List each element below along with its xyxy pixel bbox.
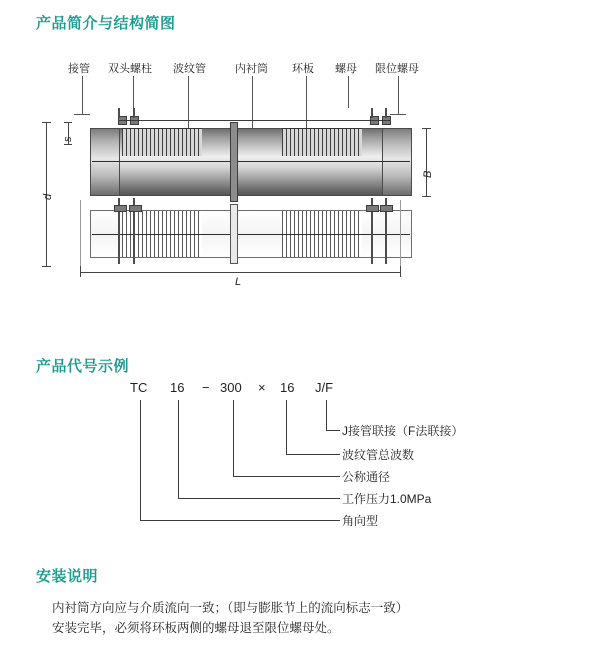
- leader-line-limit-nut: [398, 76, 399, 114]
- leader-tick-limit-nut: [390, 114, 406, 115]
- dim-tick-l-left: [80, 266, 81, 277]
- dim-tick-s-bottom: [64, 144, 72, 145]
- nut-lower-right-2: [380, 205, 393, 212]
- dim-tick-d-top: [42, 122, 51, 123]
- dim-line-b: [426, 128, 427, 196]
- code-token-connection: J/F: [315, 380, 334, 395]
- stud-upper-right-2: [385, 108, 387, 118]
- install-note-line-1: 内衬筒方向应与介质流向一致；（即与膨胀节上的流向标志一致）: [52, 601, 409, 615]
- dim-label-b: B: [422, 170, 434, 178]
- callout-label-nut: 螺母: [335, 63, 357, 75]
- structure-diagram: [30, 60, 570, 290]
- code-connector-type: [140, 520, 340, 521]
- nut-lower-right-1: [366, 205, 379, 212]
- stud-upper-right-1: [371, 108, 373, 118]
- callout-label-ring-plate: 环板: [292, 63, 314, 75]
- code-token-diameter: 300: [220, 380, 242, 395]
- code-line-type: [140, 400, 141, 520]
- dim-line-l: [80, 272, 400, 273]
- code-designation-diagram: [30, 380, 570, 540]
- leader-line-nozzle: [82, 76, 83, 114]
- code-desc-diameter: 公称通径: [342, 470, 391, 484]
- code-desc-pressure: 工作压力1.0MPa: [342, 492, 432, 506]
- install-note-line-2: 安装完毕，必须将环板两侧的螺母退至限位螺母处。: [52, 621, 340, 635]
- code-token-type: TC: [130, 380, 148, 395]
- leader-tick-nozzle: [74, 114, 90, 115]
- code-token-waves: 16: [280, 380, 295, 395]
- dim-label-s: s: [62, 136, 74, 142]
- leader-line-double-stud: [133, 76, 134, 108]
- centerline-lower: [92, 234, 410, 235]
- code-line-waves: [286, 400, 287, 454]
- code-desc-connection: J接管联接（F法联接）: [342, 424, 464, 438]
- code-line-pressure: [178, 400, 179, 498]
- callout-label-limit-nut: 限位螺母: [375, 63, 419, 75]
- tie-rod-upper: [118, 120, 390, 121]
- nut-lower-left-2: [129, 205, 142, 212]
- callout-label-liner: 内衬筒: [235, 63, 268, 75]
- callout-label-bellows: 波纹管: [173, 63, 206, 75]
- liner-centerline-upper: [92, 161, 410, 162]
- extension-line-left: [80, 200, 81, 266]
- bellows-right-upper: [282, 128, 362, 156]
- code-token-dash: −: [202, 380, 210, 395]
- leader-line-nut: [348, 76, 349, 108]
- code-connector-waves: [286, 454, 340, 455]
- code-connector-connection: [326, 430, 340, 431]
- code-connector-pressure: [178, 498, 340, 499]
- nozzle-left-upper: [90, 128, 120, 196]
- dim-tick-s-top: [64, 122, 72, 123]
- bellows-left-upper: [122, 128, 202, 156]
- code-desc-waves: 波纹管总波数: [342, 448, 415, 462]
- dim-tick-d-bottom: [42, 266, 51, 267]
- dim-label-l: L: [235, 276, 242, 288]
- section-title-structure: 产品简介与结构简图: [36, 15, 176, 32]
- section-title-install: 安装说明: [36, 568, 99, 585]
- ring-plate-lower: [230, 204, 238, 264]
- section-title-code: 产品代号示例: [36, 358, 130, 375]
- ring-plate-upper: [230, 122, 238, 202]
- code-connector-diameter: [233, 476, 340, 477]
- dim-tick-b-top: [422, 128, 431, 129]
- code-token-times: ×: [258, 380, 266, 395]
- extension-line-right: [400, 200, 401, 266]
- code-desc-type: 角向型: [342, 514, 379, 528]
- callout-label-double-stud: 双头螺柱: [108, 63, 152, 75]
- dim-label-d: d: [42, 193, 54, 200]
- code-token-pressure: 16: [170, 380, 185, 395]
- callout-label-nozzle: 接管: [68, 63, 90, 75]
- dim-tick-b-bottom: [422, 196, 431, 197]
- stud-upper-left-2: [133, 108, 135, 118]
- code-line-connection: [326, 400, 327, 430]
- nut-lower-left-1: [114, 205, 127, 212]
- dim-tick-l-right: [400, 266, 401, 277]
- install-notes: [52, 598, 562, 638]
- nozzle-right-upper: [382, 128, 412, 196]
- code-line-diameter: [233, 400, 234, 476]
- stud-upper-left-1: [118, 108, 120, 118]
